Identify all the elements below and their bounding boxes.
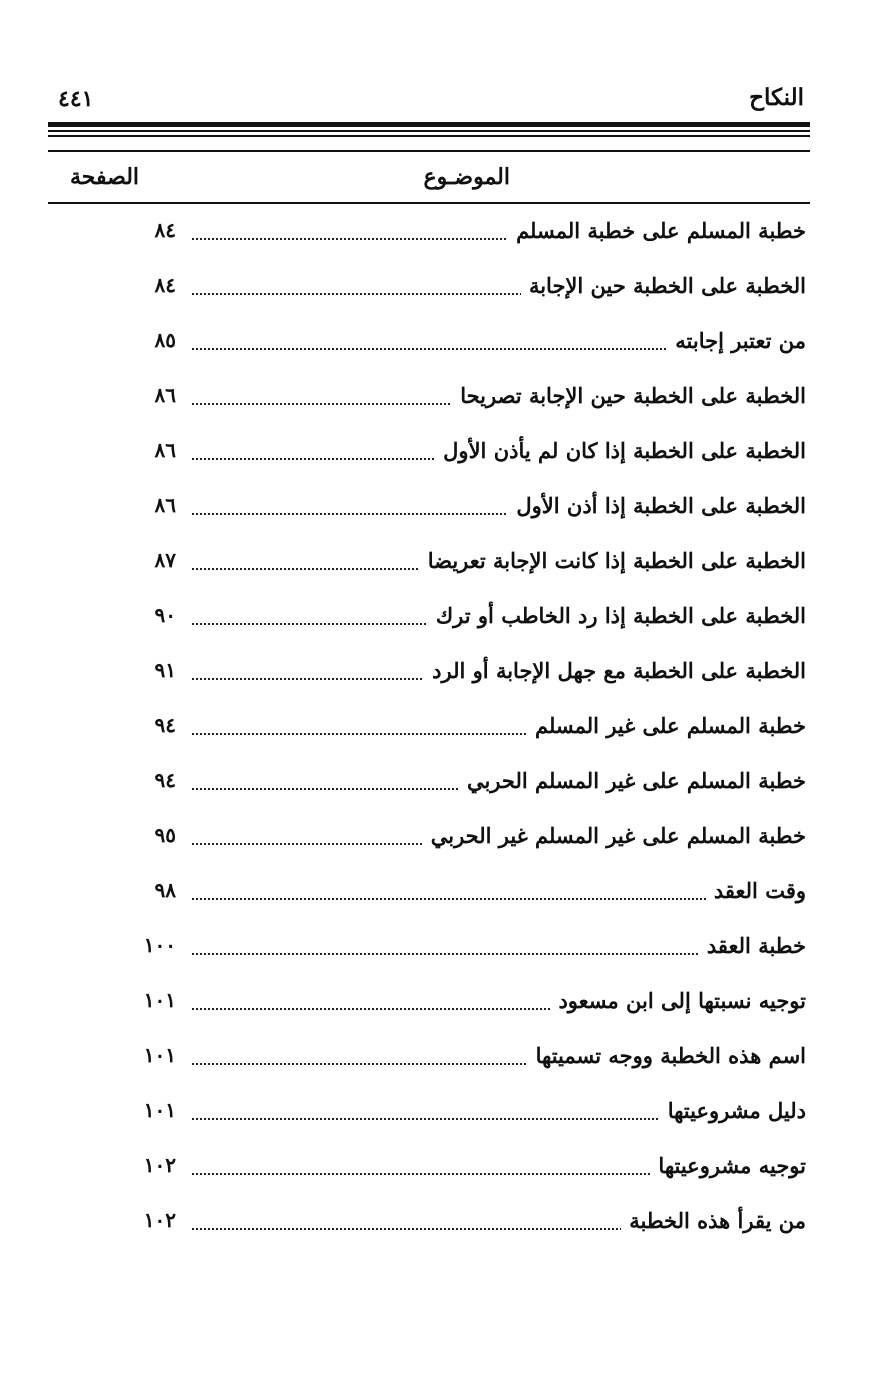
- toc-entry: [48, 540, 810, 595]
- toc-entry-page: ٩٤: [154, 713, 176, 737]
- toc-entry: [48, 1035, 810, 1090]
- toc-entry-page: ٨٧: [154, 548, 176, 572]
- toc-entry-page: ٨٥: [154, 328, 176, 352]
- toc-entry: [48, 870, 810, 925]
- toc-entry-title: اسم هذه الخطبة ووجه تسميتها: [528, 1043, 806, 1068]
- toc-entry-title: الخطبة على الخطبة إذا أذن الأول: [508, 493, 806, 518]
- toc-entry: [48, 430, 810, 485]
- toc-entry-page: ١٠١: [143, 1043, 176, 1067]
- running-title: النكاح: [749, 84, 804, 111]
- toc-entry-page: ١٠١: [143, 988, 176, 1012]
- toc-entry: [48, 760, 810, 815]
- toc-entry-page: ٩٥: [154, 823, 176, 847]
- toc-entry: [48, 1200, 810, 1255]
- toc-entry-title: الخطبة على الخطبة حين الإجابة تصريحا: [452, 383, 806, 408]
- header-rule: [48, 122, 810, 127]
- toc-entry-page: ٨٦: [154, 493, 176, 517]
- toc-entry-page: ٨٤: [154, 218, 176, 242]
- running-header: [48, 78, 810, 122]
- column-headings: [48, 150, 810, 204]
- toc-entry-page: ٩٤: [154, 768, 176, 792]
- toc-entry: [48, 1145, 810, 1200]
- page-column-heading: الصفحة: [70, 164, 140, 190]
- toc-entry-page: ١٠٢: [143, 1208, 176, 1232]
- toc-entry-title: خطبة المسلم على غير المسلم: [527, 713, 806, 738]
- toc-entry-title: خطبة المسلم على غير المسلم غير الحربي: [423, 823, 806, 848]
- toc-entry-page: ١٠٢: [143, 1153, 176, 1177]
- toc-entry-page: ١٠١: [143, 1098, 176, 1122]
- toc-entry-title: وقت العقد: [706, 878, 806, 903]
- toc-entry-title: توجيه نسبتها إلى ابن مسعود: [550, 988, 806, 1013]
- toc-entry-title: الخطبة على الخطبة إذا كانت الإجابة تعريضا: [420, 548, 806, 573]
- toc-entry-title: من يقرأ هذه الخطبة: [621, 1208, 806, 1233]
- page-number: ٤٤١: [58, 86, 94, 112]
- toc-entry: [48, 980, 810, 1035]
- toc-entry-title: من تعتبر إجابته: [667, 328, 806, 353]
- toc-entry-page: ٩١: [154, 658, 176, 682]
- toc-entry: [48, 485, 810, 540]
- toc-entry-title: الخطبة على الخطبة إذا كان لم يأذن الأول: [435, 438, 806, 463]
- toc-entry: [48, 265, 810, 320]
- toc-entry: [48, 1090, 810, 1145]
- toc-entry-title: دليل مشروعيتها: [660, 1098, 806, 1123]
- header-rule: [48, 130, 810, 132]
- toc-entry: [48, 210, 810, 265]
- toc-entry-page: ٨٤: [154, 273, 176, 297]
- toc-entry: [48, 925, 810, 980]
- toc-entry-page: ١٠٠: [143, 933, 176, 957]
- toc-entry: [48, 375, 810, 430]
- toc-entry-title: الخطبة على الخطبة مع جهل الإجابة أو الرد: [424, 658, 806, 683]
- topic-column-heading: الموضـوع: [423, 164, 510, 190]
- toc-entry: [48, 320, 810, 375]
- header-rule: [48, 135, 810, 137]
- toc-entry-page: ٨٦: [154, 383, 176, 407]
- toc-entry: [48, 595, 810, 650]
- toc-entry-title: الخطبة على الخطبة حين الإجابة: [521, 273, 806, 298]
- toc-entry-page: ٩٠: [154, 603, 176, 627]
- toc-entry-title: خطبة المسلم على غير المسلم الحربي: [459, 768, 806, 793]
- toc-entry-title: خطبة المسلم على خطبة المسلم: [508, 218, 806, 243]
- toc-entry: [48, 705, 810, 760]
- toc-entry: [48, 650, 810, 705]
- toc-entry: [48, 815, 810, 870]
- toc-entry-title: خطبة العقد: [699, 933, 806, 958]
- toc-entry-title: الخطبة على الخطبة إذا رد الخاطب أو ترك: [428, 603, 806, 628]
- toc-entry-title: توجيه مشروعيتها: [650, 1153, 806, 1178]
- toc-entry-page: ٨٦: [154, 438, 176, 462]
- table-of-contents: [48, 210, 810, 1255]
- toc-entry-page: ٩٨: [154, 878, 176, 902]
